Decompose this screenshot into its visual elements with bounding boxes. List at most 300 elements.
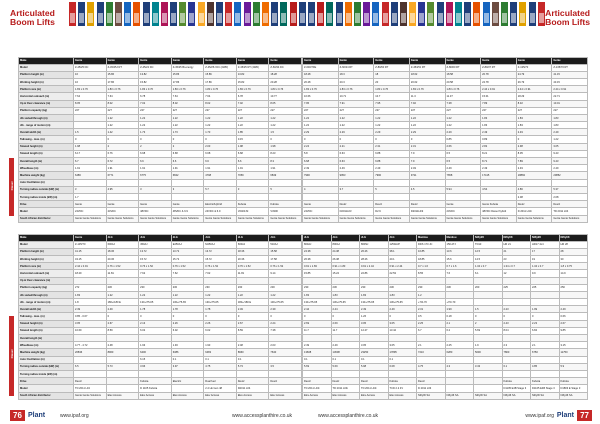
table-cell: Deutz (409, 201, 445, 208)
table-row (19, 255, 302, 262)
table-cell: 2 (139, 143, 172, 150)
category-tab[interactable] (234, 2, 241, 26)
table-cell: 24VDC (106, 208, 139, 215)
category-tab[interactable] (437, 2, 444, 26)
table-cell: 510AJ (269, 241, 302, 248)
table-cell: 16 (74, 78, 107, 85)
table-cell: 230 (303, 284, 332, 291)
table-cell: 2.49 (236, 306, 269, 313)
category-tab[interactable] (483, 2, 490, 26)
table-cell: 1.22 (303, 122, 339, 129)
table-cell: 6.88 (374, 150, 410, 157)
table-cell: 2.49 (303, 165, 339, 172)
table-cell: 2.49 (303, 342, 332, 349)
table-cell: Deutz (303, 378, 332, 385)
table-cell: 17415 (481, 172, 517, 179)
table-cell (409, 193, 445, 200)
table-row (19, 335, 302, 342)
table-cell: 0 (531, 313, 560, 320)
table-cell (360, 335, 389, 342)
table-cell: 227 (409, 107, 445, 114)
table-cell: 17.58 (269, 255, 302, 262)
table-cell: 10.01 (552, 100, 588, 107)
table-cell: 6.6 (236, 158, 269, 165)
table-cell: 0.76 x 1.52 (236, 263, 269, 270)
table-cell: 28 (559, 248, 588, 255)
category-tab[interactable] (345, 2, 352, 26)
table-cell: Elev Access (388, 392, 417, 399)
table-cell: 41.15 (552, 71, 588, 78)
table-cell: 230 (417, 284, 446, 291)
table-cell (139, 193, 172, 200)
row-label: Jib - range of motion (m) (19, 122, 74, 129)
table-cell: 4.77 - 4.72 (74, 342, 107, 349)
table-cell: 7.64 (204, 93, 237, 100)
table-cell: 0.76 x 1.52 (204, 263, 237, 270)
header-cell: JLG (171, 235, 204, 242)
table-cell: 227 (236, 107, 269, 114)
table-cell: 0.1 (331, 356, 360, 363)
table-cell: 0 (139, 136, 172, 143)
category-tab[interactable] (391, 2, 398, 26)
table-cell (531, 291, 560, 298)
category-tab[interactable] (290, 2, 297, 26)
category-tab[interactable] (538, 2, 545, 26)
table-row (19, 378, 302, 385)
row-label: Overall length (m) (19, 158, 74, 165)
table-cell: 1.83 (552, 114, 588, 121)
row-label: Jib - range of motion (m) (19, 299, 74, 306)
table-cell: D1105 E4B Stage 3 (531, 385, 560, 392)
table-row (19, 136, 302, 143)
table-cell: D1803 E Stage 3 (559, 385, 588, 392)
brand-left (28, 412, 45, 419)
category-tab[interactable] (382, 2, 389, 26)
table-cell (74, 356, 107, 363)
table-cell: 3.5 (269, 363, 302, 370)
category-tab[interactable] (253, 2, 260, 26)
table-cell: 6.2 (445, 327, 474, 334)
table-cell: 1.83 (552, 122, 588, 129)
table-cell: 230 (236, 284, 269, 291)
table-cell: 16 (74, 71, 107, 78)
table-cell: Genie Genie Solutions (139, 215, 172, 222)
table-cell: 2.08 (552, 193, 588, 200)
table-cell: 6.5 (74, 363, 107, 370)
table-cell: Deutz (417, 378, 446, 385)
category-tab[interactable] (207, 2, 214, 26)
table-cell (74, 122, 107, 129)
header-cell: Genie (374, 58, 410, 65)
table-cell (360, 370, 389, 377)
table-cell: 13608 (303, 349, 332, 356)
table-cell: 5000 (474, 349, 503, 356)
brand-right (557, 412, 574, 419)
table-cell: 15.82 (236, 78, 269, 85)
table-cell: 130+/75-65 (388, 299, 417, 306)
table-cell: 2.48 (106, 342, 139, 349)
table-row (19, 215, 302, 222)
table-row (303, 342, 588, 349)
header-cell: Manitou (445, 235, 474, 242)
table-cell (417, 277, 446, 284)
category-tab[interactable] (152, 2, 159, 26)
table-cell: 15.72 (139, 255, 172, 262)
category-tab[interactable] (308, 2, 315, 26)
table-cell: Elev Access (269, 392, 302, 399)
table-cell: 1.22 (269, 114, 302, 121)
table-cell: 230 (388, 284, 417, 291)
table-row (19, 342, 302, 349)
table-cell: 1.22 (338, 114, 374, 121)
category-tab[interactable] (363, 2, 370, 26)
table-cell: 26.79 (516, 78, 552, 85)
table-cell: Genie Genie Solutions (204, 215, 237, 222)
table-cell: 1.22 (139, 122, 172, 129)
category-tab[interactable] (262, 2, 269, 26)
table-cell (531, 356, 560, 363)
table-cell: 20.28 (303, 78, 339, 85)
category-tab[interactable] (299, 2, 306, 26)
table-cell: D2011 L04 (236, 385, 269, 392)
table-cell (171, 335, 204, 342)
table-cell: 1.83 (360, 291, 389, 298)
category-tab[interactable] (510, 2, 517, 26)
category-tab[interactable] (161, 2, 168, 26)
table-cell: 1.83 x 0.76 (236, 86, 269, 93)
category-tab[interactable] (69, 2, 76, 26)
table-cell: Z-45/25J RT (409, 64, 445, 71)
category-tab[interactable] (372, 2, 379, 26)
category-tab[interactable] (400, 2, 407, 26)
sidebar-label-top (9, 158, 14, 216)
table-cell: 10.7 (374, 93, 410, 100)
table-cell (502, 299, 531, 306)
table-cell: Z-80/37 RT (481, 64, 517, 71)
category-tab[interactable] (225, 2, 232, 26)
table-cell: 1.83 (303, 291, 332, 298)
header-cell: JLG (303, 235, 332, 242)
table-cell: 6280 (445, 349, 474, 356)
table-row (19, 193, 302, 200)
category-tab[interactable] (519, 2, 526, 26)
table-cell: 6400 (139, 349, 172, 356)
category-tab[interactable] (143, 2, 150, 26)
category-tab[interactable] (427, 2, 434, 26)
table-cell: 5.7 (204, 186, 237, 193)
row-label: Platform capacity (kg) (19, 107, 74, 114)
row-label: South African distributor (19, 215, 74, 222)
table-cell: 1.22 (171, 291, 204, 298)
table-cell: 11.7 (303, 327, 332, 334)
table-row (303, 248, 588, 255)
table-cell: 1.93 (204, 342, 237, 349)
table-cell: Kubota (502, 378, 531, 385)
table-cell: 9.14 (269, 270, 302, 277)
table-cell: 6.68 (139, 150, 172, 157)
category-tab[interactable] (336, 2, 343, 26)
row-label: Machine weight (kg) (19, 349, 74, 356)
category-tab[interactable] (326, 2, 333, 26)
category-tab[interactable] (280, 2, 287, 26)
table-cell: 1.22 (374, 114, 410, 121)
category-tab[interactable] (97, 2, 104, 26)
table-cell (559, 277, 588, 284)
category-tab[interactable] (133, 2, 140, 26)
table-row (19, 100, 302, 107)
table-cell: 2.44 x 0.91 (516, 86, 552, 93)
table-cell: Genie Kubota (481, 201, 517, 208)
table-cell: 450AJ (139, 241, 172, 248)
table-cell: 1.83 x 0.76 (139, 86, 172, 93)
category-tab[interactable] (271, 2, 278, 26)
table-cell: 24VDC (303, 208, 339, 215)
spec-table-bottom-right (302, 234, 588, 400)
table-cell: 1.8 x 0.75 (559, 263, 588, 270)
table-row (303, 241, 588, 248)
table-cell: 20.78 (481, 71, 517, 78)
category-tab[interactable] (446, 2, 453, 26)
table-row (19, 306, 302, 313)
table-cell: 230 (204, 284, 237, 291)
table-row (19, 122, 302, 129)
table-cell: 3.43 (474, 363, 503, 370)
category-tab[interactable] (409, 2, 416, 26)
table-cell: Genie Genie Solutions (171, 215, 204, 222)
row-label: Up & Over clearance (m) (19, 277, 74, 284)
table-cell: 2.44 x 0.91 (481, 86, 517, 93)
table-cell (303, 277, 332, 284)
table-cell: Elev Access (139, 392, 172, 399)
header-cell: Genie (171, 58, 204, 65)
row-label: Stowed length (m) (19, 150, 74, 157)
category-tab[interactable] (188, 2, 195, 26)
header-cell: JLG (204, 235, 237, 242)
category-tab[interactable] (473, 2, 480, 26)
table-cell (559, 291, 588, 298)
table-header-row (19, 235, 302, 242)
table-cell: 6486 (74, 172, 107, 179)
category-tab[interactable] (492, 2, 499, 26)
table-cell: 17 (531, 248, 560, 255)
category-tab[interactable] (501, 2, 508, 26)
table-cell: M450AJ (204, 241, 237, 248)
table-cell: Elev Access (303, 392, 332, 399)
table-cell: 0.5 (417, 313, 446, 320)
table-cell: 8.04 (502, 327, 531, 334)
table-cell (204, 335, 237, 342)
table-cell: 2.98 (516, 143, 552, 150)
table-cell: Deutz (516, 201, 552, 208)
table-cell: 0 (236, 313, 269, 320)
table-cell: 0.76 x 1.52 (106, 263, 139, 270)
category-tab[interactable] (170, 2, 177, 26)
table-cell: HR 28 (559, 241, 588, 248)
table-cell: 8.71 (481, 158, 517, 165)
footer-left: www.ipaf.org (60, 413, 89, 419)
table-cell: 227 (516, 107, 552, 114)
header-cell: Genie (409, 58, 445, 65)
category-tab[interactable] (354, 2, 361, 26)
table-cell: 1.91 (139, 165, 172, 172)
table-cell: Niftylift SA (531, 392, 560, 399)
table-cell: Genie Genie Solutions (552, 215, 588, 222)
table-row (19, 150, 302, 157)
category-tab[interactable] (198, 2, 205, 26)
table-cell: 1.26 (360, 313, 389, 320)
table-cell: 0 (388, 313, 417, 320)
table-cell: 2.03 (269, 342, 302, 349)
row-label: Model (19, 64, 74, 71)
table-cell: 2.29 (445, 129, 481, 136)
table-cell: 2.29 (409, 129, 445, 136)
table-cell: 1.34 x 0.7 (531, 263, 560, 270)
table-cell: 48VDC & 6.9 (171, 208, 204, 215)
table-cell: 6.68 (236, 150, 269, 157)
table-cell (269, 370, 302, 377)
table-cell: 2.66 (445, 143, 481, 150)
category-tab[interactable] (124, 2, 131, 26)
table-cell: 8.59 (106, 327, 139, 334)
table-cell: 1.22 (204, 291, 237, 298)
category-tab[interactable] (216, 2, 223, 26)
table-cell: 1.22 (269, 291, 302, 298)
table-cell: 2.49 (338, 165, 374, 172)
table-cell: 6386 (171, 349, 204, 356)
table-cell: Deutz (374, 201, 410, 208)
table-row (19, 270, 302, 277)
table-cell: 5.73 (106, 363, 139, 370)
table-cell: 130+/75-65 (360, 299, 389, 306)
table-cell: 7640 (269, 349, 302, 356)
table-cell: 24VDC (445, 208, 481, 215)
footer-center-right: www.accessplanthire.co.uk (318, 413, 379, 419)
title-line-1: Articulated (10, 8, 55, 18)
table-cell: 41.15 (74, 248, 107, 255)
table-cell: 0 (204, 313, 237, 320)
table-row (303, 313, 588, 320)
table-cell (388, 335, 417, 342)
page-number-left: 76 (10, 410, 25, 421)
header-cell: Make (19, 235, 74, 242)
table-cell: Kubota (531, 378, 560, 385)
table-cell: 230 (139, 284, 172, 291)
table-row (19, 93, 302, 100)
category-tab[interactable] (317, 2, 324, 26)
table-cell: Z-135/70 RT (552, 64, 588, 71)
table-cell: 7.92 (409, 100, 445, 107)
table-cell: 2.49 (374, 165, 410, 172)
table-cell (236, 179, 269, 186)
table-cell: 11750 (559, 349, 588, 356)
table-cell (139, 179, 172, 186)
table-cell (236, 277, 269, 284)
table-cell: 14.5 (474, 255, 503, 262)
table-cell: 18.3 (338, 71, 374, 78)
table-cell: 860SJ (360, 241, 389, 248)
table-cell: 22.78 (481, 78, 517, 85)
row-label: Stowed height (m) (19, 143, 74, 150)
table-cell: 1.73 (171, 129, 204, 136)
table-cell: Niftylift SA (559, 392, 588, 399)
category-tab[interactable] (115, 2, 122, 26)
table-cell: 3.7 (338, 186, 374, 193)
table-cell: 227 (374, 107, 410, 114)
table-row (19, 241, 302, 248)
table-cell: 6.78 (139, 93, 172, 100)
table-cell: 3.96 (139, 363, 172, 370)
spec-table-bottom-left (18, 234, 302, 400)
table-cell: 1.34 x 0.7 (502, 263, 531, 270)
table-cell (559, 356, 588, 363)
table-cell: 6.6 (139, 158, 172, 165)
table-cell: 0 (171, 313, 204, 320)
table-cell: 2.43 (502, 320, 531, 327)
table-cell (139, 335, 172, 342)
table-cell: 130+/75-65 (303, 299, 332, 306)
category-tabs-right (308, 2, 547, 26)
table-cell: 2.49 (552, 165, 588, 172)
table-cell: 2.49 (409, 165, 445, 172)
table-cell: 22.53 (388, 270, 417, 277)
table-cell: 1.83 x 0.76 (303, 86, 339, 93)
category-tab[interactable] (244, 2, 251, 26)
table-cell: 2.49 (388, 306, 417, 313)
table-cell: 20.36 (236, 255, 269, 262)
category-tab[interactable] (418, 2, 425, 26)
table-cell: 2.31 (409, 143, 445, 150)
row-label: Jib swivel/through (m) (19, 291, 74, 298)
category-tab[interactable] (87, 2, 94, 26)
row-label: Turning radius inside (kW) (m) (19, 370, 74, 377)
table-cell: 18.36 (106, 248, 139, 255)
table-cell: HR17 4x4 (531, 241, 560, 248)
category-tab[interactable] (529, 2, 536, 26)
table-cell: 180+/180 E (236, 299, 269, 306)
header-cell: Niftylift (474, 235, 503, 242)
table-cell: Z-80/60 RT (374, 64, 410, 71)
table-cell: 17.86 (106, 78, 139, 85)
category-tab[interactable] (78, 2, 85, 26)
row-label: Working height (m) (19, 255, 74, 262)
table-cell: Genie Genie Solutions (236, 215, 269, 222)
table-cell: 1.22 (303, 114, 339, 121)
table-cell: 21 (502, 248, 531, 255)
table-cell: 3 (139, 186, 172, 193)
table-cell: 4.86 (516, 186, 552, 193)
table-cell: 8960 (106, 349, 139, 356)
table-cell: 40.1 (388, 255, 417, 262)
table-cell: 48VDC (139, 208, 172, 215)
category-tab[interactable] (106, 2, 113, 26)
table-cell: 24.79 (516, 71, 552, 78)
table-cell: 1.2 (417, 291, 446, 298)
table-row (303, 270, 588, 277)
table-cell: 1.91 (106, 165, 139, 172)
category-tab[interactable] (455, 2, 462, 26)
table-cell: 6.5 (445, 158, 481, 165)
header-cell: Genie (74, 235, 107, 242)
footer-right: www.ipaf.org (525, 413, 554, 419)
category-tab[interactable] (464, 2, 471, 26)
table-cell: 14.9 (559, 270, 588, 277)
table-cell: 2.1 (445, 320, 474, 327)
table-cell: 0 (374, 136, 410, 143)
table-row (303, 299, 588, 306)
category-tab[interactable] (179, 2, 186, 26)
table-cell: 1.22 (171, 114, 204, 121)
table-cell: 6775 (139, 172, 172, 179)
